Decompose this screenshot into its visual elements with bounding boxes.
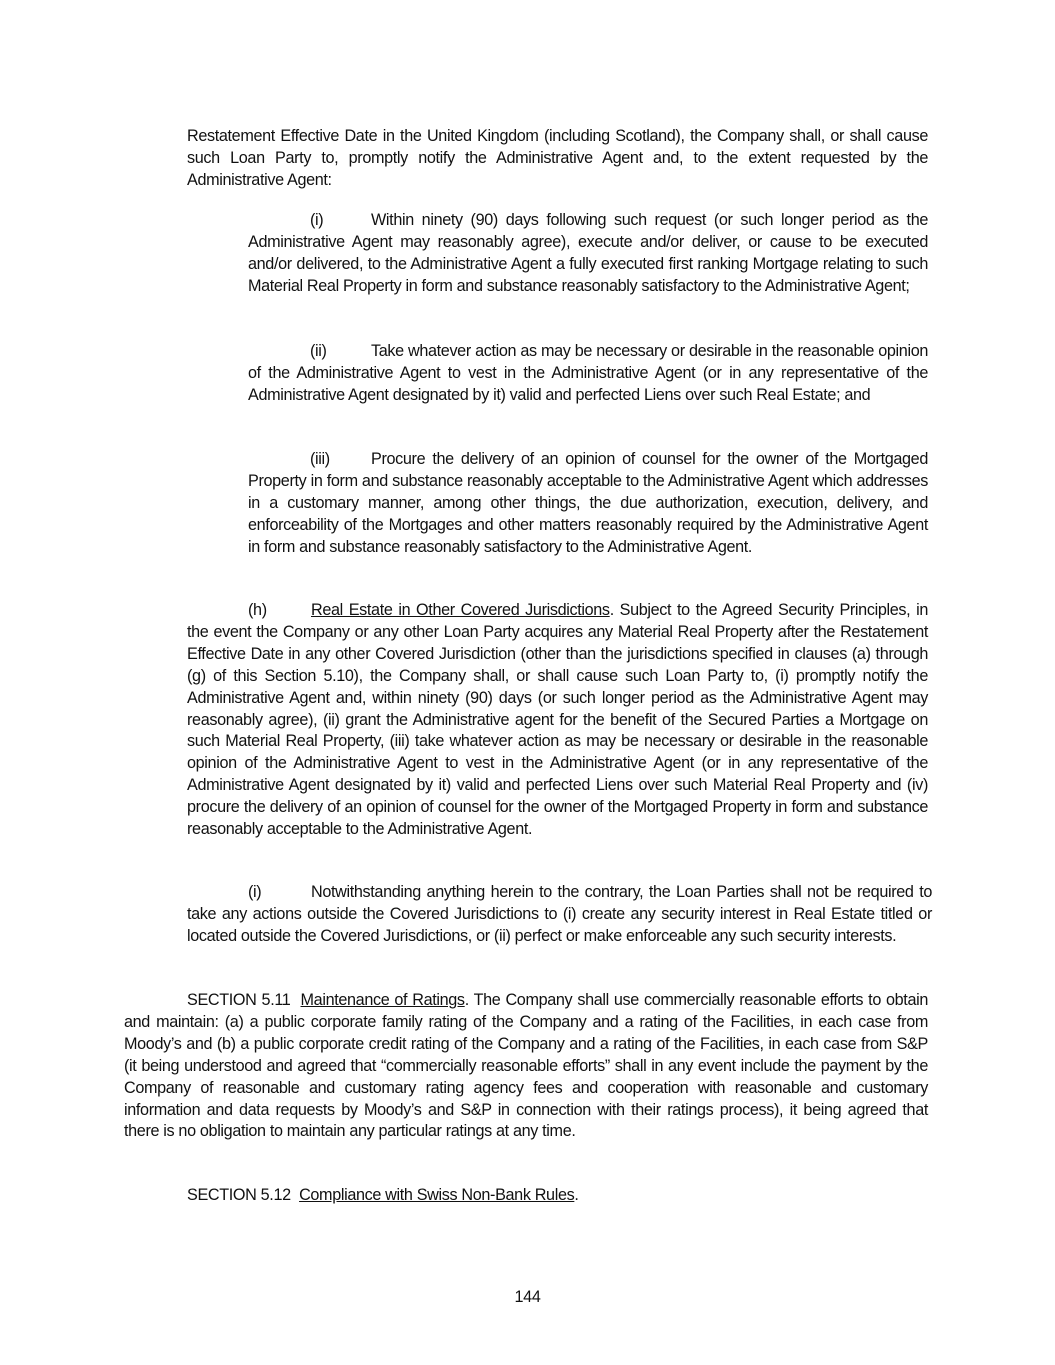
sub-item-text: Within ninety (90) days following such request (or such longer period as the Administrative Agent may reasonably agree), execute and/or deliver, or cause to be executed and/or delivered, to the Administrative Agent a fully executed first ranking Mortgage relating to such Material Real Property in form and substance reasonably satisfactory to the Administrative Agent; [248, 211, 928, 295]
clause-text: Notwithstanding anything herein to the contrary, the Loan Parties shall not be required to take any actions outside the Covered Jurisdictions to (i) create any security interest in Real Estate titled or located outside the Covered Jurisdictions, or (ii) perfect or make enforceable any such security interests. [187, 883, 932, 945]
clause-h [187, 600, 928, 841]
sub-item-label: (i) [310, 211, 324, 229]
section-text: . [574, 1186, 579, 1204]
section-number: SECTION 5.12 [187, 1186, 291, 1204]
sub-item-ii [248, 341, 928, 407]
sub-item-iii [248, 449, 928, 559]
clause-label: (i) [248, 883, 262, 901]
section-heading: Compliance with Swiss Non-Bank Rules [299, 1186, 575, 1204]
section-5-11 [124, 990, 928, 1143]
section-text: . The Company shall use commercially reasonable efforts to obtain and maintain: (a) a public corporate family rating of the Company and a rating of the Facilities, in each case from Moody’s and (b) a public corporate credit rating of the Company and a rating of the Facilities, in each case from S&P (it being understood and agreed that “commercially reasonable efforts” shall in any event include the payment by the Company of reasonable and customary rating agency fees and cooperation with reasonable and customary information and data requests by Moody’s and S&P in connection with their ratings process), it being agreed that there is no obligation to maintain any particular ratings at any time. [124, 991, 929, 1141]
sub-item-text: Take whatever action as may be necessary or desirable in the reasonable opinion of the Administrative Agent to vest in the Administrative Agent (or in any representative of the Administrative Agent designated by it) valid and perfected Liens over such Real Estate; and [248, 342, 928, 404]
sub-item-text: Procure the delivery of an opinion of counsel for the owner of the Mortgaged Property in form and substance reasonably acceptable to the Administrative Agent which addresses in a customary manner, among other things, the due authorization, execution, delivery, and enforceability of the Mortgages and other matters reasonably required by the Administrative Agent in form and substance reasonably satisfactory to the Administrative Agent. [248, 450, 928, 556]
section-heading: Maintenance of Ratings [300, 991, 465, 1009]
sub-item-label: (iii) [310, 450, 330, 468]
sub-item-label: (ii) [310, 342, 327, 360]
section-number: SECTION 5.11 [187, 991, 291, 1009]
clause-i [187, 882, 932, 948]
page-number: 144 [514, 1288, 541, 1306]
clause-heading: Real Estate in Other Covered Jurisdictions [311, 601, 610, 619]
section-5-12 [124, 1185, 928, 1207]
clause-label: (h) [248, 601, 267, 619]
sub-item-i [248, 210, 928, 298]
intro-paragraph: Restatement Effective Date in the United Kingdom (including Scotland), the Company shall, or shall cause such Loan Party to, promptly notify the Administrative Agent and, to the extent requested by the Administrative Agent: [187, 127, 928, 189]
clause-text: . Subject to the Agreed Security Principles, in the event the Company or any other Loan Party acquires any Material Real Property after the Restatement Effective Date in any other Covered Jurisdiction (other than the jurisdictions specified in clauses (a) through (g) of this Section 5.10), the Company shall, or shall cause such Loan Party to, (i) promptly notify the Administrative Agent and, within ninety (90) days (or such longer period as the Administrative Agent may reasonably agree), (ii) grant the Administrative agent for the benefit of the Secured Parties a Mortgage on such Material Real Property, (iii) take whatever action as may be necessary or desirable in the reasonable opinion of the Administrative Agent to vest in the Administrative Agent (or in any representative of the Administrative Agent designated by it) valid and perfected Liens over such Material Real Property and (iv) procure the delivery of an opinion of counsel for the owner of the Mortgaged Property in form and substance reasonably acceptable to the Administrative Agent. [187, 601, 928, 839]
